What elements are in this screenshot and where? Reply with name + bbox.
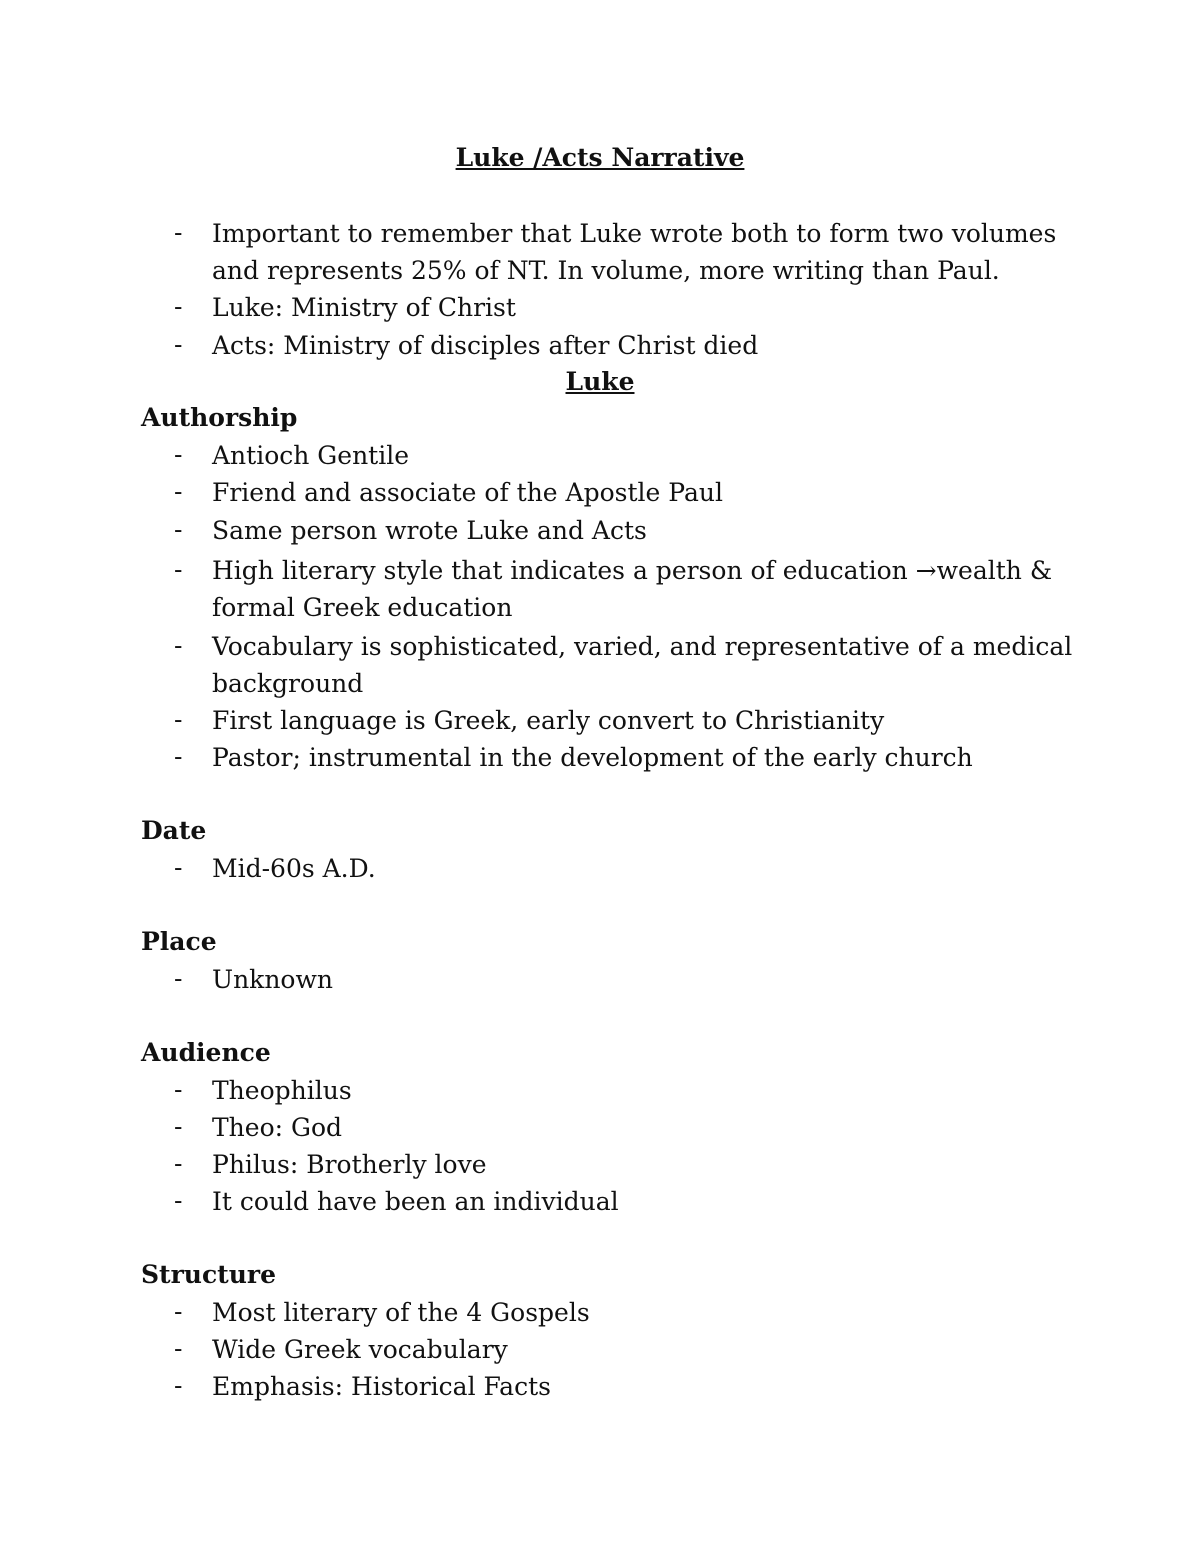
list-item-text: High literary style that indicates a person of education →wealth & formal Greek education (212, 556, 1053, 622)
heading-place: Place (141, 927, 217, 956)
list-item-text: Wide Greek vocabulary (212, 1335, 508, 1364)
bullet-dash: - (174, 853, 183, 882)
list-item-text: Mid-60s A.D. (212, 854, 376, 883)
heading-authorship: Authorship (141, 403, 298, 432)
bullet-dash: - (174, 964, 183, 993)
bullet-dash: - (174, 292, 183, 321)
list-item-text: Vocabulary is sophisticated, varied, and representative of a medical background (212, 632, 1073, 698)
list-item-text: Friend and associate of the Apostle Paul (212, 478, 723, 507)
bullet-dash: - (174, 330, 183, 359)
list-item-text: Antioch Gentile (212, 441, 409, 470)
heading-date: Date (141, 816, 207, 845)
section-title-luke: Luke (565, 367, 635, 396)
heading-structure: Structure (141, 1260, 276, 1289)
bullet-dash: - (174, 742, 183, 771)
list-item-text: Theo: God (212, 1113, 343, 1142)
bullet-dash: - (174, 515, 183, 544)
bullet-dash: - (174, 1149, 183, 1178)
bullet-dash: - (174, 218, 183, 247)
bullet-dash: - (174, 477, 183, 506)
bullet-dash: - (174, 1334, 183, 1363)
bullet-dash: - (174, 1371, 183, 1400)
list-item-text: Most literary of the 4 Gospels (212, 1298, 590, 1327)
heading-audience: Audience (141, 1038, 271, 1067)
bullet-dash: - (174, 555, 183, 584)
intro-item-text: Luke: Ministry of Christ (212, 293, 516, 322)
intro-item-text: Important to remember that Luke wrote both to form two volumes and represents 25% of NT. In volume, more writing than Paul. (212, 219, 1057, 285)
bullet-dash: - (174, 1112, 183, 1141)
document-title: Luke /Acts Narrative (455, 143, 745, 172)
bullet-dash: - (174, 1075, 183, 1104)
intro-item-text: Acts: Ministry of disciples after Christ died (212, 331, 759, 360)
list-item-text: Theophilus (212, 1076, 352, 1105)
list-item-text: First language is Greek, early convert to Christianity (212, 706, 885, 735)
bullet-dash: - (174, 1297, 183, 1326)
bullet-dash: - (174, 1186, 183, 1215)
list-item-text: Philus: Brotherly love (212, 1150, 487, 1179)
list-item-text: Same person wrote Luke and Acts (212, 516, 647, 545)
list-item-text: It could have been an individual (212, 1187, 619, 1216)
list-item-text: Pastor; instrumental in the development of the early church (212, 743, 973, 772)
bullet-dash: - (174, 440, 183, 469)
list-item-text: Emphasis: Historical Facts (212, 1372, 551, 1401)
bullet-dash: - (174, 705, 183, 734)
list-item-text: Unknown (212, 965, 333, 994)
bullet-dash: - (174, 631, 183, 660)
